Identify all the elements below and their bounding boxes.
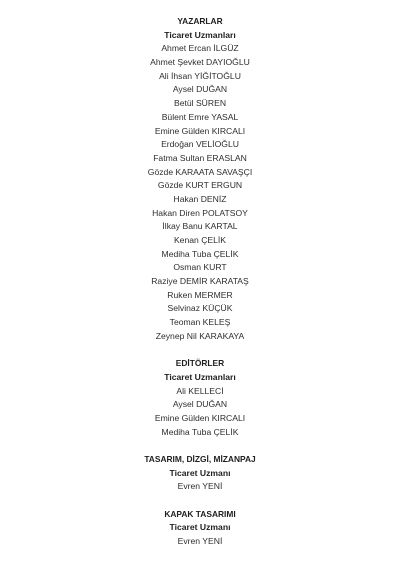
- section-subheading: Ticaret Uzmanı: [169, 467, 231, 478]
- credit-name: Selvinaz KÜÇÜK: [167, 303, 233, 314]
- section-spacer: [0, 344, 400, 358]
- credit-name: Evren YENİ: [177, 481, 223, 492]
- credit-name: Aysel DUĞAN: [172, 399, 228, 410]
- editors-section: [0, 357, 400, 439]
- credit-name: Erdoğan VELİOĞLU: [161, 139, 239, 150]
- credit-name: Ali İhsan YİĞİTOĞLU: [159, 70, 241, 81]
- credit-name: Osman KURT: [173, 262, 227, 273]
- design-section: [0, 453, 400, 494]
- credit-name: Emine Gülden KIRCALI: [154, 412, 246, 423]
- section-heading: KAPAK TASARIMI: [164, 508, 236, 519]
- credit-name: Ahmet Şevket DAYIOĞLU: [150, 57, 250, 68]
- credit-name: Hakan Diren POLATSOY: [152, 207, 248, 218]
- credit-name: İlkay Banu KARTAL: [162, 221, 238, 232]
- section-spacer: [0, 439, 400, 453]
- credit-name: Kenan ÇELİK: [173, 235, 227, 245]
- credit-name: Aysel DUĞAN: [172, 84, 228, 95]
- credit-name: Ruken MERMER: [167, 289, 233, 300]
- credit-name: Evren YENİ: [177, 536, 223, 547]
- credit-name: Emine Gülden KIRCALI: [154, 125, 246, 136]
- credit-name: Gözde KARAATA SAVAŞÇI: [147, 166, 253, 177]
- credit-name: Gözde KURT ERGUN: [157, 180, 243, 191]
- cover-design-section: [0, 508, 400, 549]
- section-heading: TASARIM, DİZGİ, MİZANPAJ: [144, 454, 256, 464]
- section-subheading: Ticaret Uzmanları: [164, 29, 236, 40]
- section-spacer: [0, 494, 400, 508]
- credit-name: Hakan DENİZ: [173, 193, 227, 204]
- credit-name: Mediha Tuba ÇELİK: [161, 248, 239, 259]
- credit-name: Raziye DEMİR KARATAŞ: [151, 276, 249, 287]
- section-heading: YAZARLAR: [177, 16, 223, 26]
- credit-name: Fatma Sultan ERASLAN: [153, 152, 247, 163]
- credit-name: Ali KELLECİ: [176, 385, 224, 396]
- section-subheading: Ticaret Uzmanı: [169, 522, 231, 533]
- credit-name: Bülent Emre YASAL: [161, 111, 239, 122]
- authors-section: [0, 15, 400, 344]
- credit-name: Ahmet Ercan İLGÜZ: [161, 43, 239, 54]
- credit-name: Mediha Tuba ÇELİK: [161, 426, 239, 437]
- section-subheading: Ticaret Uzmanları: [164, 371, 236, 382]
- credit-name: Teoman KELEŞ: [169, 317, 231, 328]
- credit-name: Betül SÜREN: [173, 98, 227, 109]
- credits-page: [0, 15, 400, 549]
- section-heading: EDİTÖRLER: [175, 358, 225, 369]
- credit-name: Zeynep Nil KARAKAYA: [155, 330, 245, 341]
